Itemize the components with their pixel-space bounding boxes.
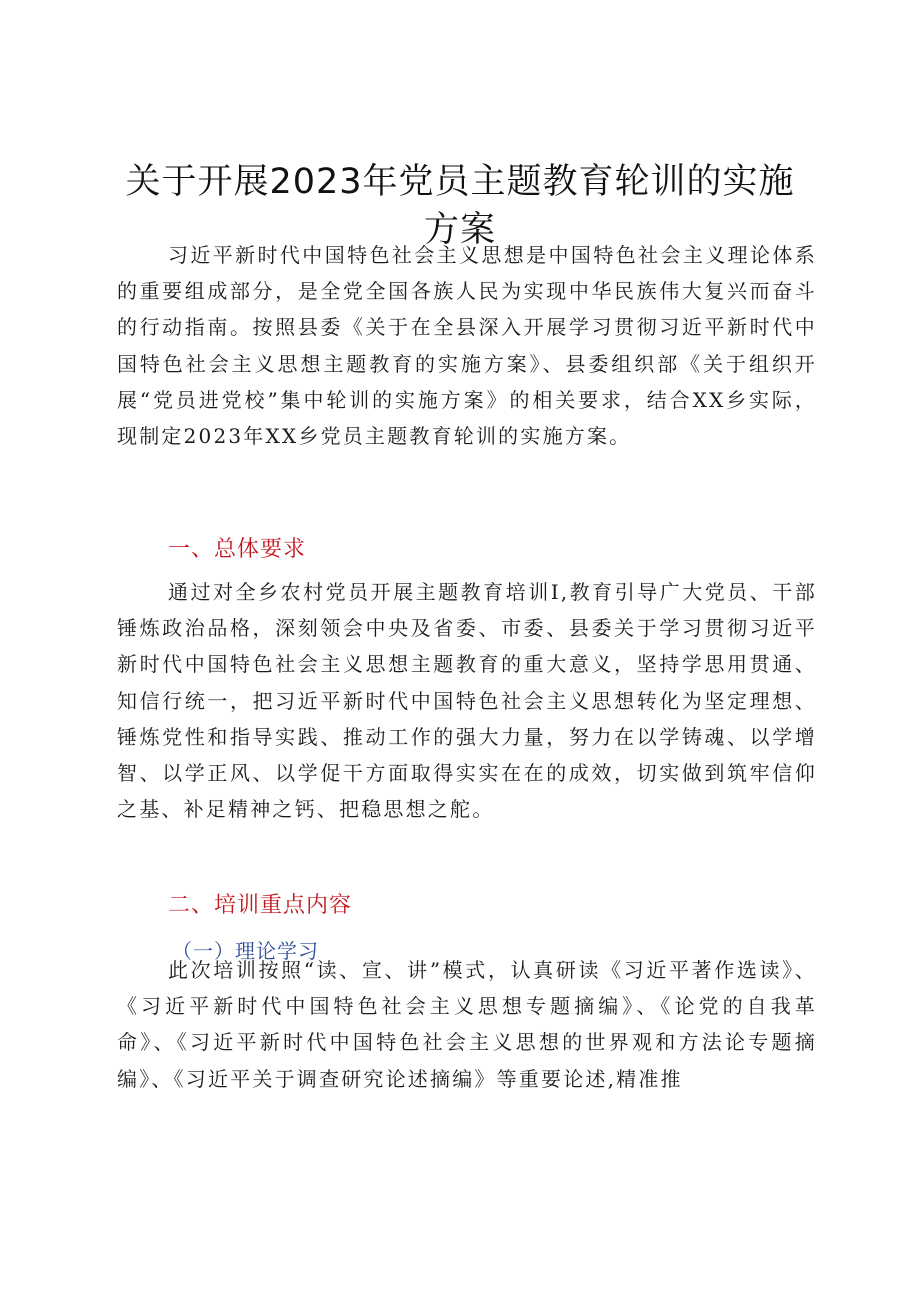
general-requirements-paragraph: 通过对全乡农村党员开展主题教育培训I,教育引导广大党员、干部锤炼政治品格，深刻领会中央及省委、市委、县委关于学习贯彻习近平新时代中国特色社会主义思想主题教育的重大意义，坚持学思用贯通、知信行统一，把习近平新时代中国特色社会主义思想转化为坚定理想、锤炼党性和指导实践、推动工作的强大力量，努力在以学铸魂、以学增智、以学正风、以学促干方面取得实实在在的成效，切实做到筑牢信仰之基、补足精神之钙、把稳思想之舵。 (117, 580, 817, 822)
subsection-heading-theory-study: （一）理论学习 (172, 939, 319, 963)
section-heading-general-requirements: 一、总体要求 (168, 537, 307, 562)
intro-paragraph: 习近平新时代中国特色社会主义思想是中国特色社会主义理论体系的重要组成部分，是全党全国各族人民为实现中华民族伟大复兴而奋斗的行动指南。按照县委《关于在全县深入开展学习贯彻习近平新时代中国特色社会主义思想主题教育的实施方案》、县委组织部《关于组织开展“党员进党校”集中轮训的实施方案》的相关要求，结合XX乡实际，现制定2023年XX乡党员主题教育轮训的实施方案。 (117, 243, 817, 449)
document-title: 关于开展2023年党员主题教育轮训的实施方案 (125, 162, 795, 250)
section-heading-training-content: 二、培训重点内容 (168, 893, 353, 918)
theory-study-paragraph: 此次培训按照“读、宣、讲”模式，认真研读《习近平著作选读》、《习近平新时代中国特色社会主义思想专题摘编》、《论党的自我革命》、《习近平新时代中国特色社会主义思想的世界观和方法论专题摘编》、《习近平关于调查研究论述摘编》等重要论述,精准推 (117, 958, 817, 1091)
